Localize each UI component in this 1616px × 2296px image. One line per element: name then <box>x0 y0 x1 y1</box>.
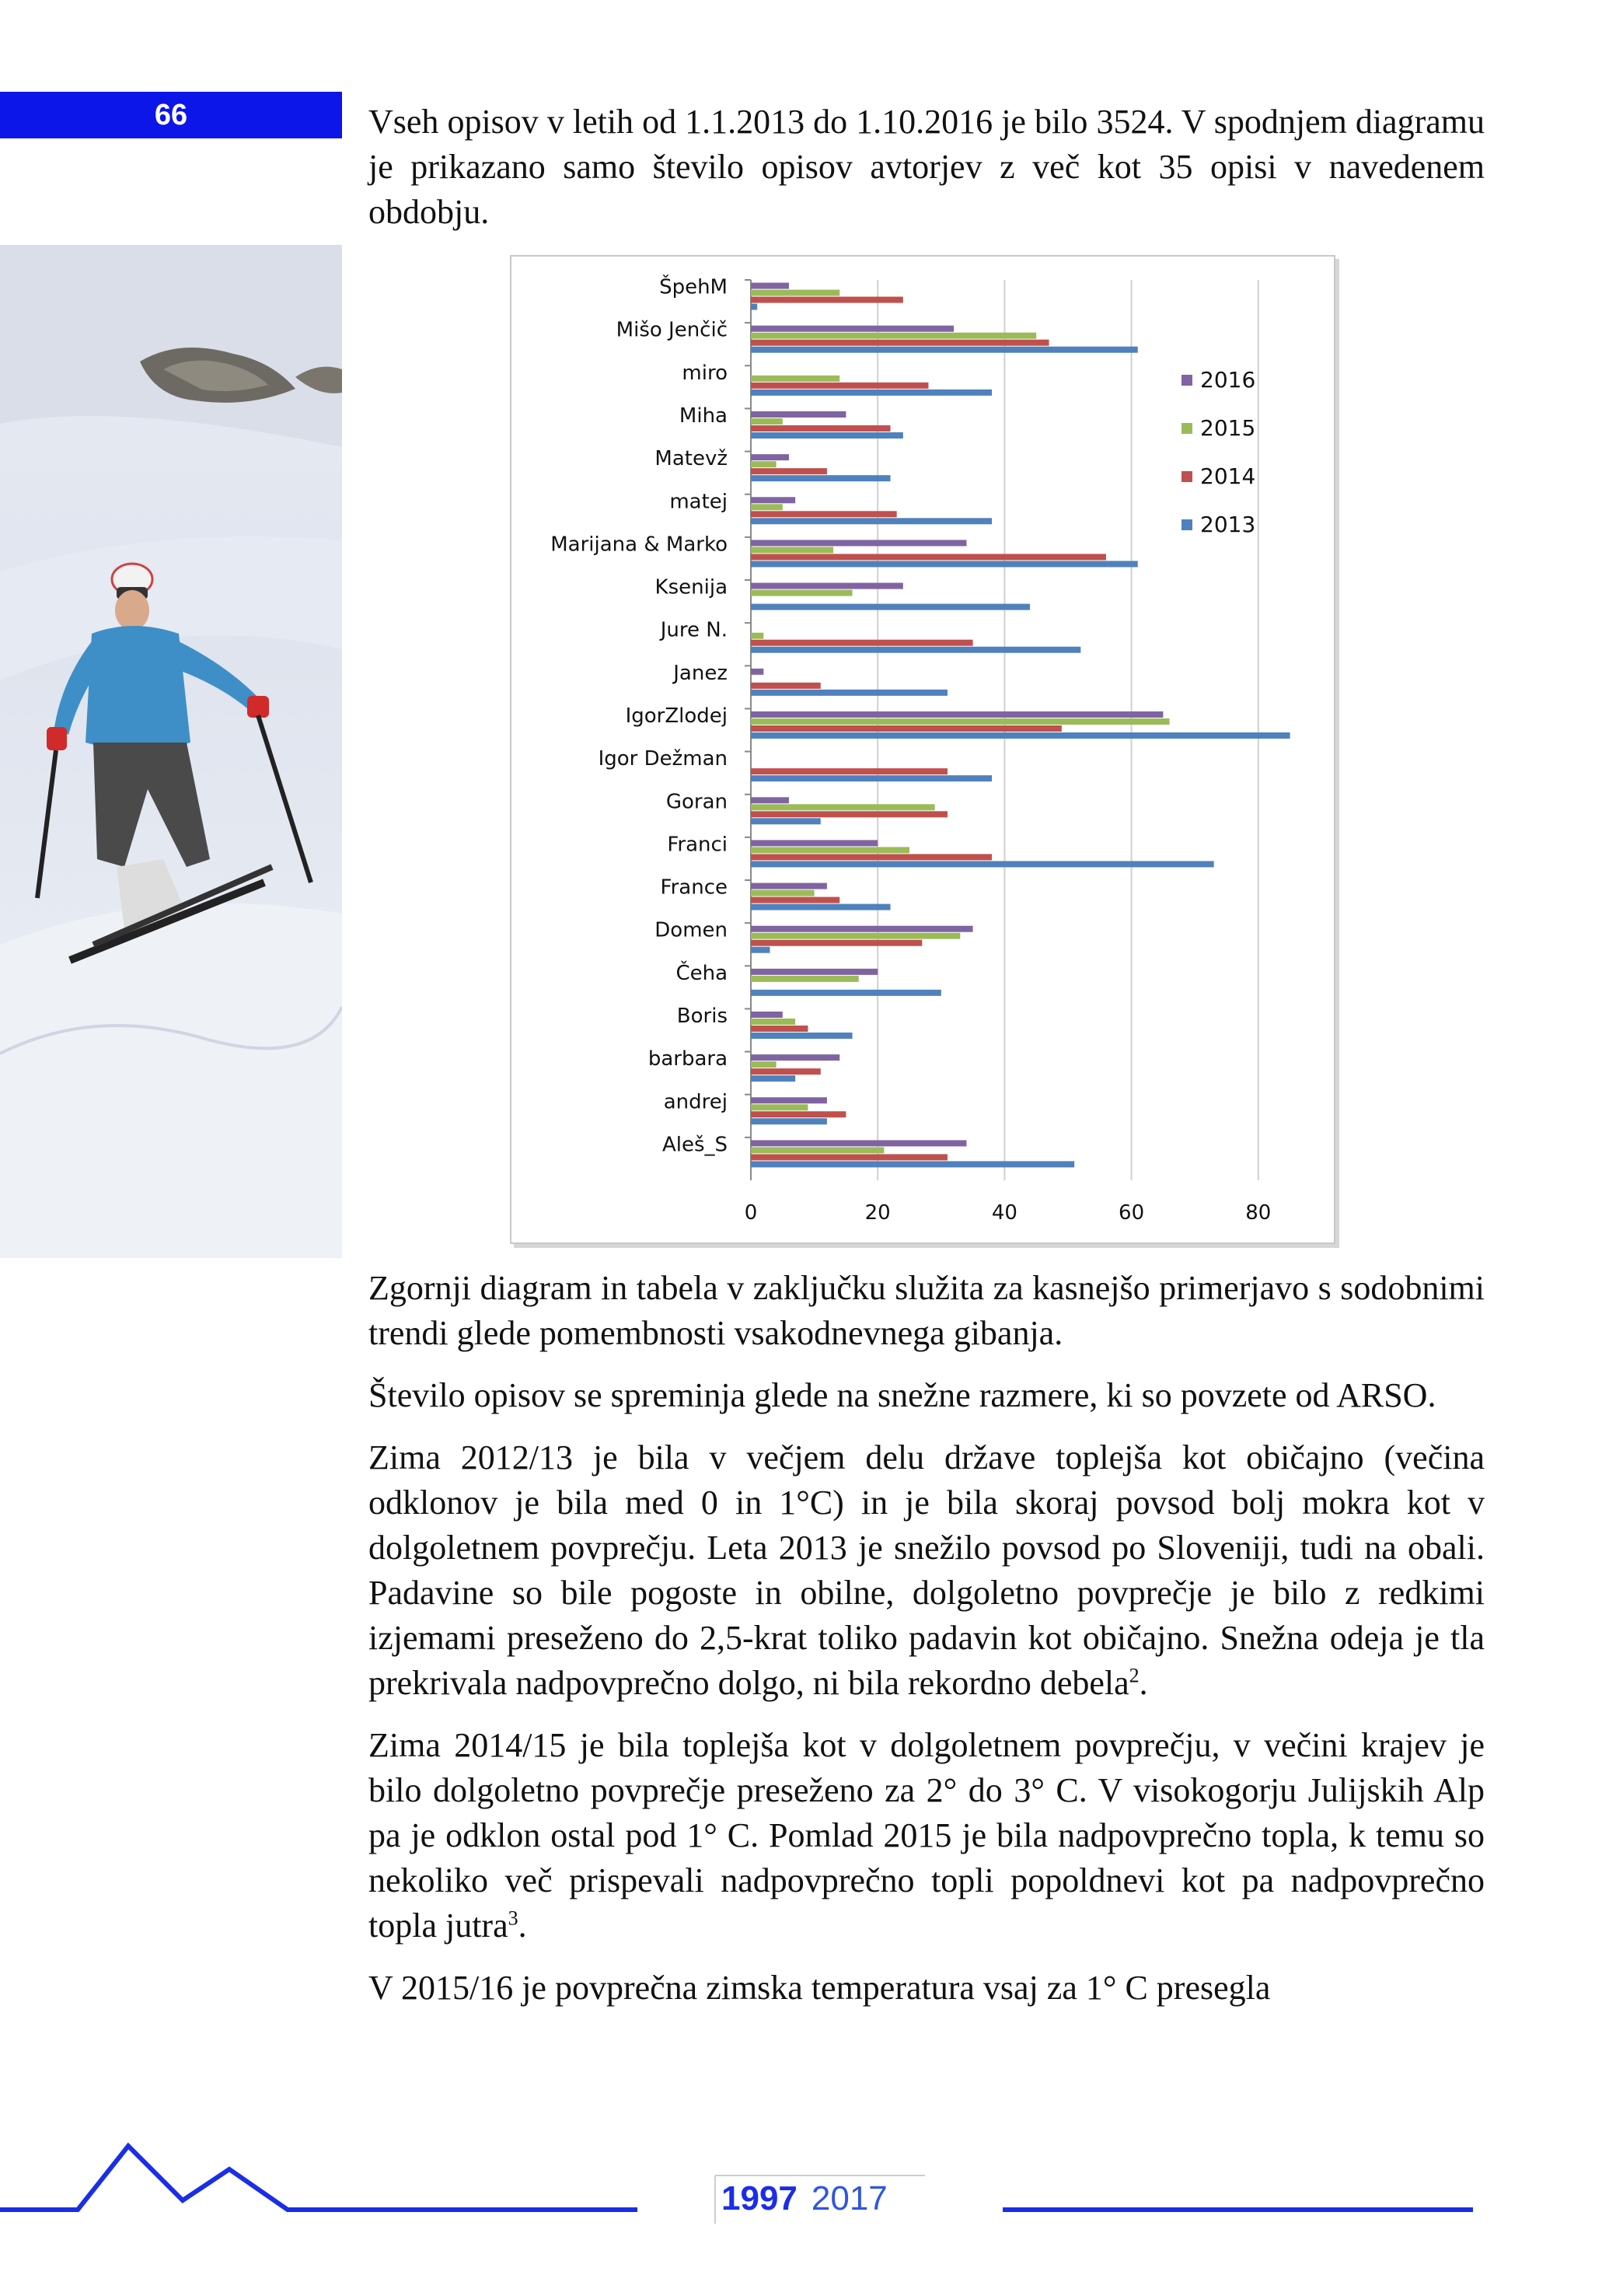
x-tick-label: 0 <box>744 1201 758 1225</box>
chart-panel <box>510 255 1335 1244</box>
bar-2014 <box>751 468 827 474</box>
paragraph-3-text: Zima 2012/13 je bila v večjem delu države toplejša kot običajno (večina odklonov je bila med 0 in 1°C) in je bila skoraj povsod bolj mokra kot v dolgoletnem povprečju. Leta 2013 je snežilo povsod po Sloveniji, tudi na obali. Padavine so bile pogoste in obilne, dolgoletno povprečje je bilo z redkimi izjemami preseženo do 2,5-krat toliko padavin kot običajno. Snežna odeja je tla prekrivala nadpovprečno dolgo, ni bila rekordno debela <box>368 1438 1485 1702</box>
bar-2016 <box>751 797 789 803</box>
category-label: Matevž <box>654 447 728 471</box>
bar-2014 <box>751 554 1106 560</box>
paragraph-5: V 2015/16 je povprečna zimska temperatura vsaj za 1° C presegla <box>368 1969 1271 2007</box>
paragraph-4-end: . <box>518 1906 527 1945</box>
category-label: barbara <box>647 1047 728 1071</box>
x-tick-label: 20 <box>864 1201 891 1225</box>
paragraph-1: Zgornji diagram in tabela v zaključku služita za kasnejšo primerjavo s sodobnimi trendi glede pomembnosti vsakodnevnega gibanja. <box>368 1269 1485 1352</box>
bar-2013 <box>751 904 891 910</box>
bar-2014 <box>751 683 821 689</box>
x-tick-label: 80 <box>1245 1201 1272 1225</box>
category-label: Jure N. <box>660 618 728 642</box>
intro-paragraph-block <box>368 100 1485 252</box>
bar-2014 <box>751 854 992 860</box>
legend-swatch-2014 <box>1181 471 1192 482</box>
bar-2014 <box>751 640 973 646</box>
bar-2015 <box>751 804 935 810</box>
bar-2015 <box>751 633 763 639</box>
bar-2015 <box>751 718 1170 725</box>
legend <box>1181 367 1255 537</box>
category-label: Čeha <box>675 961 728 985</box>
bar-2013 <box>751 861 1214 867</box>
bar-2013 <box>751 1118 827 1124</box>
legend-label-2014: 2014 <box>1200 463 1256 489</box>
footer-year-start: 1997 <box>721 2179 798 2217</box>
bar-2013 <box>751 304 757 310</box>
category-label: Mišo Jenčič <box>616 318 728 342</box>
bar-2016 <box>751 454 789 460</box>
bar-2014 <box>751 897 839 903</box>
category-label: Goran <box>665 790 728 814</box>
bar-2016 <box>751 840 878 846</box>
bar-2013 <box>751 775 992 781</box>
bar-2015 <box>751 547 833 553</box>
bar-2013 <box>751 518 992 524</box>
bar-2015 <box>751 976 859 982</box>
grouped-bar-chart <box>511 257 1334 1242</box>
bar-2014 <box>751 425 891 432</box>
legend-label-2015: 2015 <box>1200 415 1256 441</box>
x-tick-layer <box>745 1201 1272 1225</box>
bar-2013 <box>751 990 941 996</box>
bar-2014 <box>751 811 948 817</box>
bar-2016 <box>751 583 903 589</box>
page-number: 66 <box>154 99 188 131</box>
bar-2013 <box>751 561 1138 567</box>
bar-2016 <box>751 1097 827 1103</box>
bar-2013 <box>751 390 992 396</box>
legend-swatch-2013 <box>1181 519 1192 530</box>
category-label: ŠpehM <box>659 275 728 299</box>
paragraph-4-text: Zima 2014/15 je bila toplejša kot v dolgoletnem povprečju, v večini krajev je bilo dolgoletno povprečje preseženo za 2° do 3° C. V visokogorju Julijskih Alp pa je odklon ostal pod 1° C. Pomlad 2015 je bila nadpovprečno topla, k temu so nekoliko več prispevali nadpovprečno topli popoldnevi kot pa nadpovprečno topla jutra <box>368 1726 1485 1945</box>
bar-2016 <box>751 883 827 889</box>
bar-2013 <box>751 1075 795 1082</box>
paragraph-3 <box>368 1435 1485 1706</box>
legend-label-2016: 2016 <box>1200 367 1256 393</box>
footnote-ref-3: 3 <box>508 1906 518 1930</box>
bar-2013 <box>751 604 1030 610</box>
bar-2013 <box>751 475 891 481</box>
bar-2015 <box>751 376 839 382</box>
skier-photo <box>0 245 342 1258</box>
bar-2015 <box>751 1061 777 1068</box>
bar-2013 <box>751 347 1138 353</box>
intro-paragraph: Vseh opisov v letih od 1.1.2013 do 1.10.2016 je bilo 3524. V spodnjem diagramu je prikazano samo število opisov avtorjev z več kot 35 opisi v navedenem obdobju. <box>368 103 1485 231</box>
paragraph-3-end: . <box>1139 1664 1148 1702</box>
category-label: matej <box>669 490 728 514</box>
mountain-profile-line <box>0 2146 637 2210</box>
category-label: IgorZlodej <box>625 704 728 728</box>
bar-2016 <box>751 711 1163 718</box>
bar-2014 <box>751 1068 821 1075</box>
category-label: Ksenija <box>654 575 728 599</box>
bar-2014 <box>751 1026 808 1032</box>
bar-2015 <box>751 290 839 296</box>
bar-2014 <box>751 1111 846 1117</box>
category-label: Igor Dežman <box>598 747 728 771</box>
bar-2015 <box>751 890 815 896</box>
skier-photo-illustration <box>0 245 342 1258</box>
bar-2014 <box>751 768 948 774</box>
bar-2013 <box>751 1161 1074 1167</box>
bar-2014 <box>751 383 928 389</box>
legend-label-2013: 2013 <box>1200 512 1256 537</box>
footnote-ref-2: 2 <box>1129 1664 1140 1687</box>
bar-2015 <box>751 1147 884 1153</box>
bar-2013 <box>751 1033 853 1039</box>
category-label: miro <box>682 361 728 385</box>
bar-2016 <box>751 411 846 418</box>
bar-2015 <box>751 933 960 939</box>
bar-2015 <box>751 1104 808 1110</box>
bar-2014 <box>751 297 903 303</box>
bar-2013 <box>751 947 770 953</box>
bar-2014 <box>751 725 1062 732</box>
bar-2016 <box>751 1140 966 1146</box>
category-label: France <box>660 875 728 900</box>
bar-2016 <box>751 283 789 289</box>
x-tick-label: 60 <box>1119 1201 1145 1225</box>
bar-2013 <box>751 432 903 439</box>
bar-2015 <box>751 1019 795 1025</box>
bar-2013 <box>751 647 1080 653</box>
category-label: Aleš_S <box>661 1133 728 1157</box>
bar-2016 <box>751 497 795 503</box>
bar-2015 <box>751 504 783 510</box>
body-text <box>368 1266 1485 2028</box>
bar-2015 <box>751 461 777 467</box>
bar-2014 <box>751 1154 948 1160</box>
category-label: Franci <box>667 833 728 857</box>
bar-2016 <box>751 669 763 675</box>
category-label: Domen <box>654 918 728 942</box>
category-label-layer <box>550 274 728 1157</box>
paragraph-2: Število opisov se spreminja glede na snežne razmere, ki so povzete od ARSO. <box>368 1376 1436 1414</box>
legend-swatch-2016 <box>1181 375 1192 386</box>
x-tick-label: 40 <box>991 1201 1017 1225</box>
bar-2013 <box>751 732 1290 739</box>
bar-2014 <box>751 940 922 946</box>
bar-2015 <box>751 333 1036 339</box>
bar-2016 <box>751 1054 839 1061</box>
bar-2014 <box>751 340 1049 346</box>
bar-2013 <box>751 818 821 824</box>
bar-2014 <box>751 511 897 517</box>
bar-2016 <box>751 969 878 975</box>
bar-2016 <box>751 1012 783 1018</box>
footer-years <box>721 2179 931 2226</box>
category-label: Boris <box>676 1005 728 1028</box>
legend-swatch-2015 <box>1181 423 1192 434</box>
bar-2015 <box>751 847 909 853</box>
bar-2015 <box>751 418 783 425</box>
category-label: Miha <box>679 404 728 428</box>
category-label: andrej <box>663 1090 728 1114</box>
bar-2016 <box>751 926 973 932</box>
paragraph-4 <box>368 1723 1485 1948</box>
footer-year-end: 2017 <box>811 2179 888 2217</box>
bar-2016 <box>751 540 966 546</box>
bar-2016 <box>751 326 954 332</box>
bar-2015 <box>751 590 853 596</box>
category-label: Janez <box>673 661 728 685</box>
category-label: Marijana & Marko <box>550 533 728 557</box>
bar-2013 <box>751 690 948 696</box>
